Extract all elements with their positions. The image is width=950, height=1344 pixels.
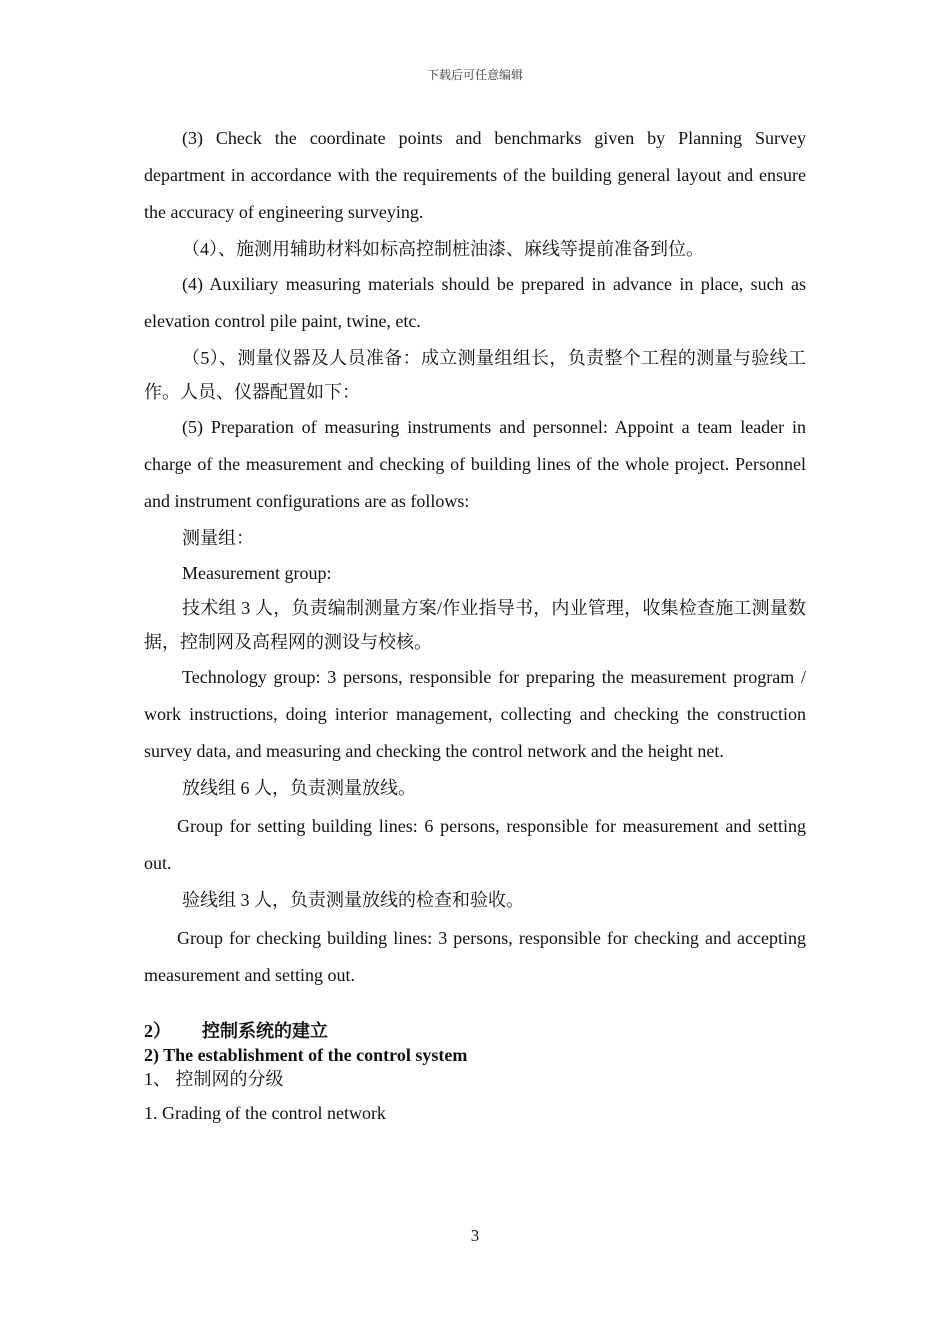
section-heading-en: 2) The establishment of the control system bbox=[144, 1045, 468, 1065]
technology-group-en: Technology group: 3 persons, responsible for preparing the measurement program / work instructions, doing interior management, collecting and checking the construction survey data, and measuring and checking the control network and the height net. bbox=[144, 667, 806, 761]
setting-group-zh: 放线组 6 人，负责测量放线。 bbox=[182, 778, 416, 798]
section-heading-zh bbox=[144, 1018, 806, 1044]
paragraph-4-zh: （4）、施测用辅助材料如标高控制桩油漆、麻线等提前准备到位。 bbox=[182, 239, 704, 259]
section-title-zh: 控制系统的建立 bbox=[202, 1021, 328, 1041]
paragraph-3-en: (3) Check the coordinate points and benchmarks given by Planning Survey department in accordance with the requirements of the building general layout and ensure the accuracy of engineering surveying. bbox=[144, 128, 806, 222]
subsection-heading-en: 1. Grading of the control network bbox=[144, 1103, 386, 1123]
page-number: 3 bbox=[470, 1226, 480, 1245]
page-header: 下载后可任意编辑 bbox=[426, 68, 523, 82]
checking-group-zh: 验线组 3 人，负责测量放线的检查和验收。 bbox=[182, 890, 524, 910]
body-text bbox=[144, 120, 806, 1126]
subsection-heading-zh: 1、 控制网的分级 bbox=[144, 1069, 284, 1089]
paragraph-5-en: (5) Preparation of measuring instruments and personnel: Appoint a team leader in charge of the measurement and checking of building lines of the whole project. Personnel and instrument configurations are as follows: bbox=[144, 417, 806, 511]
paragraph-4-en: (4) Auxiliary measuring materials should be prepared in advance in place, such as elevation control pile paint, twine, etc. bbox=[144, 274, 806, 331]
paragraph-5-zh: （5）、测量仪器及人员准备：成立测量组组长，负责整个工程的测量与验线工作。人员、仪器配置如下： bbox=[144, 348, 806, 402]
section-number: 2） bbox=[144, 1021, 171, 1041]
checking-group-en: Group for checking building lines: 3 persons, responsible for checking and accepting measurement and setting out. bbox=[144, 928, 806, 985]
setting-group-en: Group for setting building lines: 6 persons, responsible for measurement and setting out. bbox=[144, 816, 806, 873]
technology-group-zh: 技术组 3 人，负责编制测量方案/作业指导书，内业管理，收集检查施工测量数据，控制网及高程网的测设与校核。 bbox=[144, 598, 806, 652]
measurement-group-en: Measurement group: bbox=[182, 563, 332, 583]
measurement-group-zh: 测量组： bbox=[182, 528, 254, 548]
